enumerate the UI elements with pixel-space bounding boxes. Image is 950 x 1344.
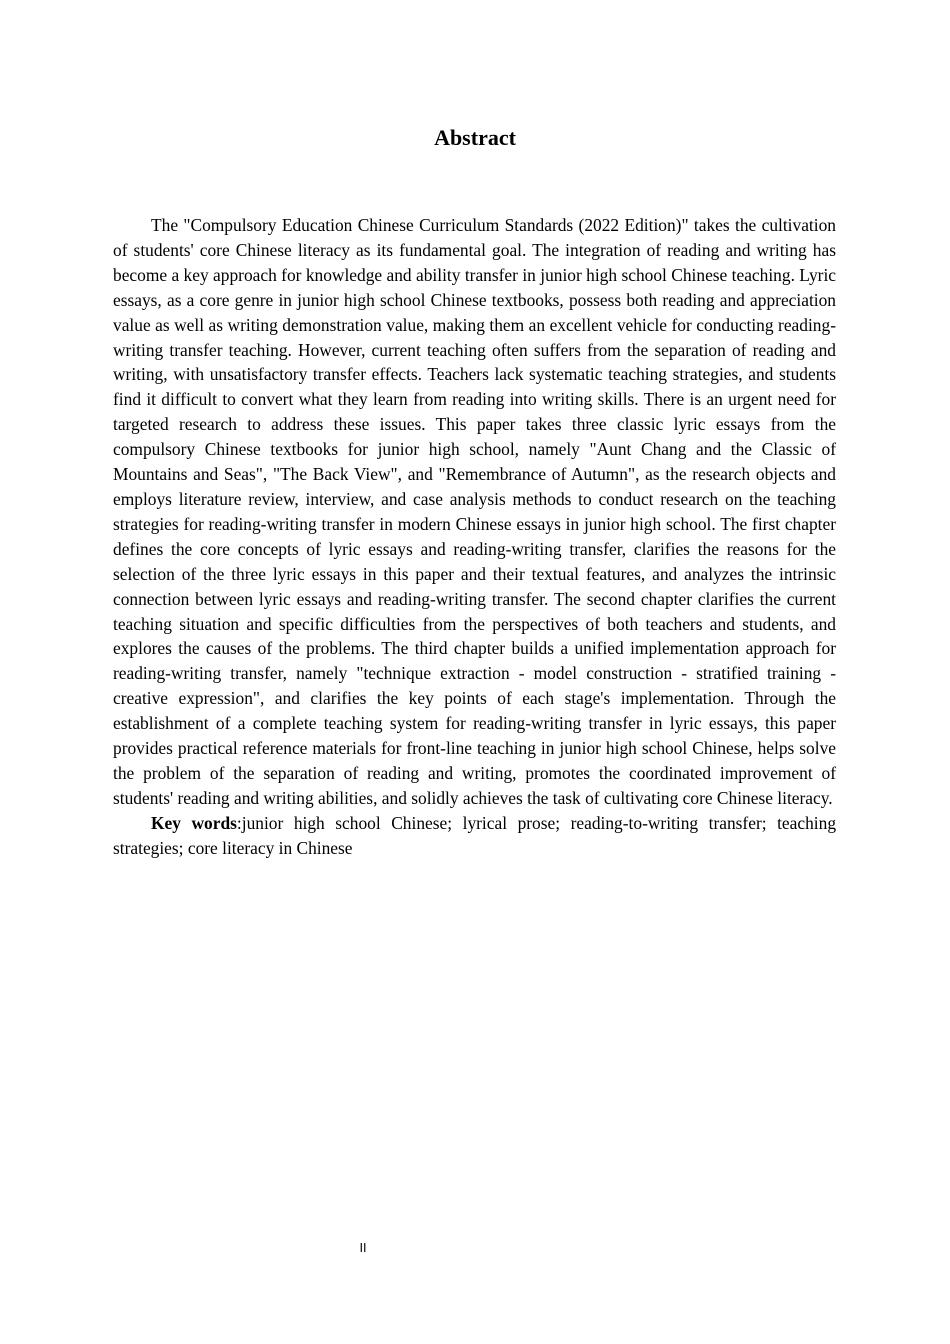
- abstract-title: Abstract: [434, 125, 516, 150]
- abstract-body: [113, 213, 836, 861]
- keywords-text: :junior high school Chinese; lyrical prose; reading-to-writing transfer; teaching strategies; core literacy in Chinese: [113, 812, 837, 858]
- keywords-paragraph: [113, 811, 836, 861]
- abstract-paragraph: The "Compulsory Education Chinese Curriculum Standards (2022 Edition)" takes the cultivation of students' core Chinese literacy as its fundamental goal. The integration of reading and writing has become a key approach for knowledge and ability transfer in junior high school Chinese teaching. Lyric essays, as a core genre in junior high school Chinese textbooks, possess both reading and appreciation value as well as writing demonstration value, making them an excellent vehicle for conducting reading-writing transfer teaching. However, current teaching often suffers from the separation of reading and writing, with unsatisfactory transfer effects. Teachers lack systematic teaching strategies, and students find it difficult to convert what they learn from reading into writing skills. There is an urgent need for targeted research to address these issues. This paper takes three classic lyric essays from the compulsory Chinese textbooks for junior high school, namely "Aunt Chang and the Classic of Mountains and Seas", "The Back View", and "Remembrance of Autumn", as the research objects and employs literature review, interview, and case analysis methods to conduct research on the teaching strategies for reading-writing transfer in modern Chinese essays in junior high school. The first chapter defines the core concepts of lyric essays and reading-writing transfer, clarifies the reasons for the selection of the three lyric essays in this paper and their textual features, and analyzes the intrinsic connection between lyric essays and reading-writing transfer. The second chapter clarifies the current teaching situation and specific difficulties from the perspectives of both teachers and students, and explores the causes of the problems. The third chapter builds a unified implementation approach for reading-writing transfer, namely "technique extraction - model construction - stratified training - creative expression", and clarifies the key points of each stage's implementation. Through the establishment of a complete teaching system for reading-writing transfer in lyric essays, this paper provides practical reference materials for front-line teaching in junior high school Chinese, helps solve the problem of the separation of reading and writing, promotes the coordinated improvement of students' reading and writing abilities, and solidly achieves the task of cultivating core Chinese literacy.: [113, 215, 836, 808]
- page-number: II: [359, 1241, 367, 1255]
- keywords-label: Key words: [151, 812, 237, 833]
